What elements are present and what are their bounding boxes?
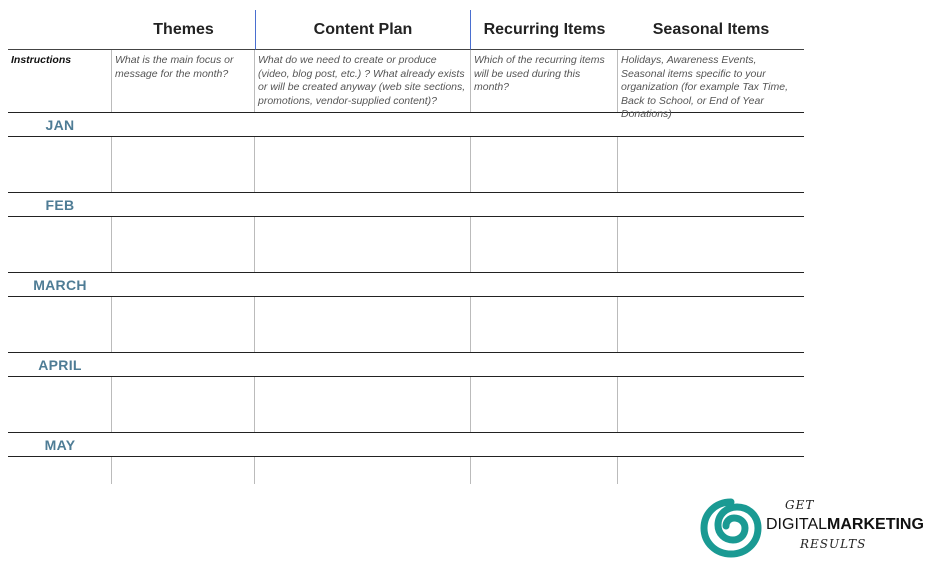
content-planner-table <box>8 10 804 484</box>
month-row-march <box>8 297 804 353</box>
header-themes[interactable]: Themes <box>112 10 255 50</box>
cell-label[interactable] <box>8 457 112 484</box>
month-header-march <box>8 273 804 297</box>
month-row-jan <box>8 137 804 193</box>
cell-themes[interactable] <box>112 457 255 484</box>
cell-label[interactable] <box>8 217 112 272</box>
month-label: FEB <box>45 196 75 213</box>
month-label: JAN <box>45 116 75 133</box>
cell-seasonal-items[interactable] <box>618 217 804 272</box>
month-row-feb <box>8 217 804 273</box>
cell-content-plan[interactable] <box>255 457 471 484</box>
cell-content-plan[interactable] <box>255 137 471 192</box>
instructions-row <box>8 50 804 120</box>
instructions-seasonal-items[interactable]: Holidays, Awareness Events, Seasonal items specific to your organization (for example Tax Time, Back to School, or End of Year Donations) <box>621 54 789 120</box>
month-row-april <box>8 377 804 433</box>
cell-recurring-items[interactable] <box>471 297 618 352</box>
get-digital-marketing-results-logo <box>700 496 930 560</box>
cell-themes[interactable] <box>112 377 255 432</box>
logo-digital-marketing-text <box>766 516 924 534</box>
header-blank <box>8 10 112 50</box>
cell-seasonal-items[interactable] <box>618 377 804 432</box>
month-header-april <box>8 353 804 377</box>
cell-recurring-items[interactable] <box>471 377 618 432</box>
cell-themes[interactable] <box>112 217 255 272</box>
cell-content-plan[interactable] <box>255 377 471 432</box>
cell-recurring-items[interactable] <box>471 217 618 272</box>
cell-themes[interactable] <box>112 137 255 192</box>
instructions-themes[interactable]: What is the main focus or message for the month? <box>112 50 255 112</box>
cell-label[interactable] <box>8 377 112 432</box>
cell-seasonal-items[interactable] <box>618 137 804 192</box>
instructions-recurring-items[interactable]: Which of the recurring items will be used during this month? <box>471 50 618 112</box>
spiral-logo-icon <box>700 498 762 558</box>
cell-label[interactable] <box>8 137 112 192</box>
month-header-may <box>8 433 804 457</box>
header-content-plan[interactable]: Content Plan <box>255 10 471 50</box>
header-seasonal-items[interactable]: Seasonal Items <box>618 10 804 50</box>
month-label: APRIL <box>38 356 82 373</box>
cell-recurring-items[interactable] <box>471 457 618 484</box>
cell-recurring-items[interactable] <box>471 137 618 192</box>
logo-marketing: MARKETING <box>827 516 924 533</box>
month-header-jan <box>8 113 804 137</box>
month-label: MAY <box>44 436 76 453</box>
month-header-feb <box>8 193 804 217</box>
header-recurring-items[interactable]: Recurring Items <box>471 10 618 50</box>
cell-themes[interactable] <box>112 297 255 352</box>
logo-get-text: GET <box>785 498 815 512</box>
instructions-content-plan[interactable]: What do we need to create or produce (video, blog post, etc.) ? What already exists or will be created anyway (web site sections, promotions, vendor-supplied content)? <box>255 50 471 112</box>
month-row-may <box>8 457 804 484</box>
logo-digital: DIGITAL <box>766 516 828 533</box>
cell-seasonal-items[interactable] <box>618 297 804 352</box>
cell-seasonal-items[interactable] <box>618 457 804 484</box>
cell-content-plan[interactable] <box>255 217 471 272</box>
logo-results-text: RESULTS <box>800 537 867 551</box>
cell-label[interactable] <box>8 297 112 352</box>
month-label: MARCH <box>33 276 87 293</box>
header-row <box>8 10 804 50</box>
instructions-label[interactable]: Instructions <box>8 50 112 112</box>
cell-content-plan[interactable] <box>255 297 471 352</box>
